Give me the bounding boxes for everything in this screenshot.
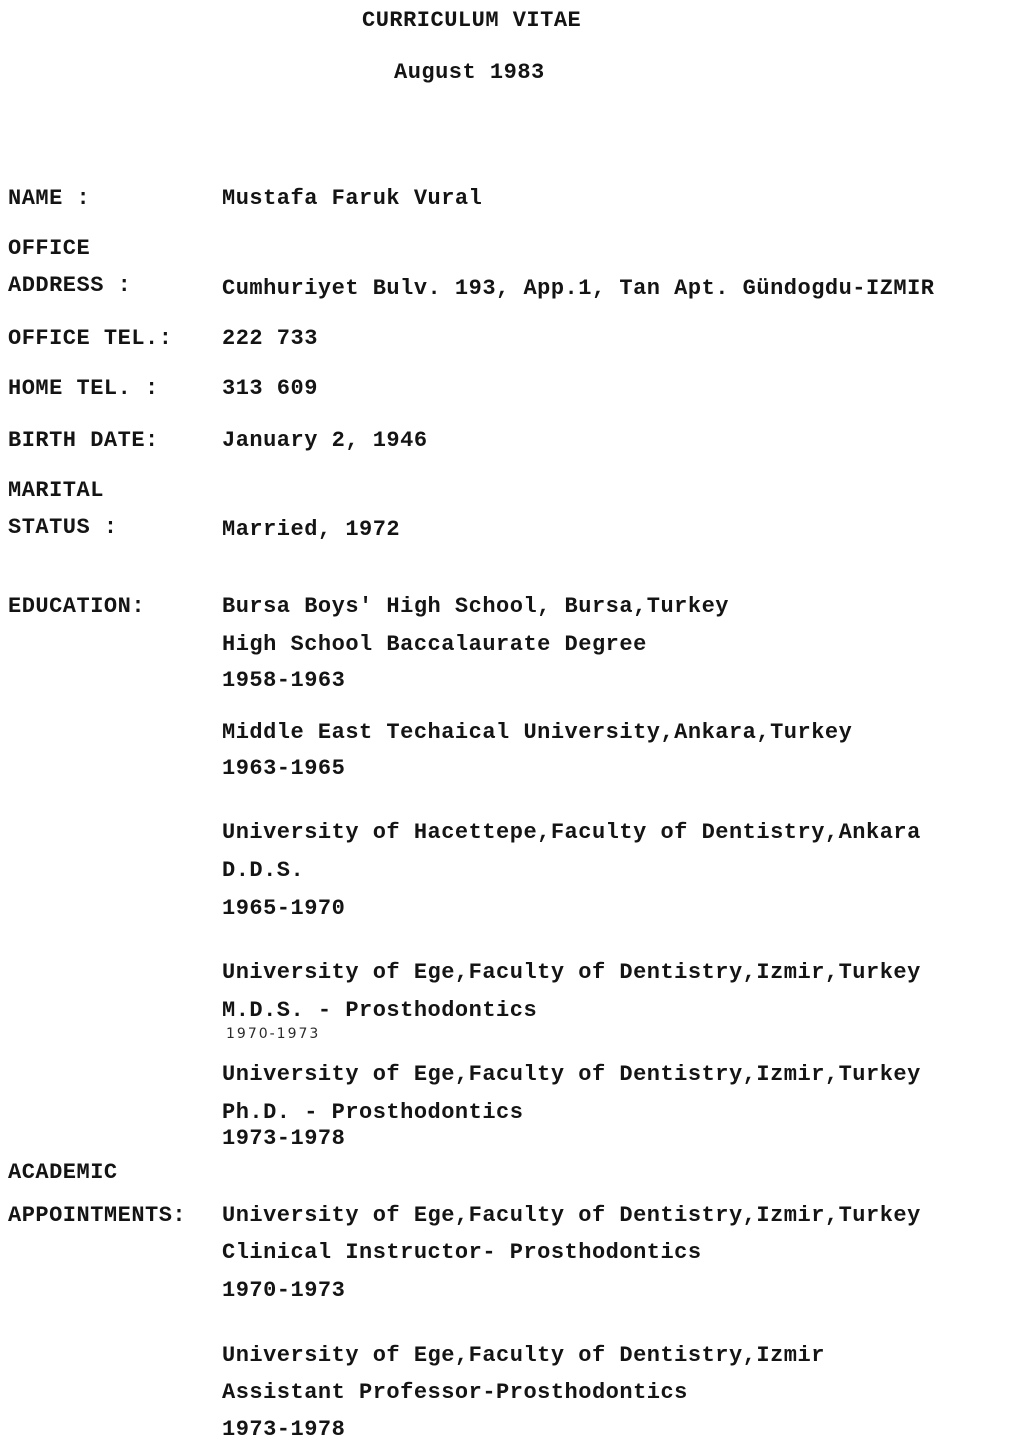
appointment-title: Clinical Instructor- Prosthodontics: [222, 1240, 702, 1265]
appointment-institution: University of Ege,Faculty of Dentistry,Izmir,Turkey: [222, 1203, 921, 1228]
education-degree: Ph.D. - Prosthodontics: [222, 1100, 524, 1125]
marital-status-label-line1: MARITAL: [8, 478, 104, 503]
name-value: Mustafa Faruk Vural: [222, 186, 483, 211]
office-address-label-line2: ADDRESS :: [8, 273, 132, 298]
education-degree: M.D.S. - Prosthodontics: [222, 998, 538, 1023]
education-years-handwritten: 1970-1973: [226, 1026, 321, 1042]
marital-status-label-line2: STATUS :: [8, 515, 118, 540]
appointments-label-line1: ACADEMIC: [8, 1160, 118, 1185]
appointments-label-line2: APPOINTMENTS:: [8, 1203, 187, 1228]
education-institution: University of Ege,Faculty of Dentistry,Izmir,Turkey: [222, 960, 921, 985]
education-institution: University of Ege,Faculty of Dentistry,Izmir,Turkey: [222, 1062, 921, 1087]
education-years: 1958-1963: [222, 668, 346, 693]
marital-status-value: Married, 1972: [222, 517, 401, 542]
document-date: August 1983: [394, 60, 545, 85]
office-tel-value: 222 733: [222, 326, 318, 351]
appointment-institution: University of Ege,Faculty of Dentistry,Izmir: [222, 1343, 825, 1368]
appointment-years: 1973-1978: [222, 1417, 346, 1442]
home-tel-label: HOME TEL. :: [8, 376, 159, 401]
office-address-value: Cumhuriyet Bulv. 193, App.1, Tan Apt. Gündogdu-IZMIR: [222, 276, 935, 301]
education-institution: University of Hacettepe,Faculty of Dentistry,Ankara: [222, 820, 921, 845]
education-degree: High School Baccalaurate Degree: [222, 632, 647, 657]
home-tel-value: 313 609: [222, 376, 318, 401]
appointment-title: Assistant Professor-Prosthodontics: [222, 1380, 688, 1405]
education-years: 1973-1978: [222, 1126, 346, 1151]
office-tel-label: OFFICE TEL.:: [8, 326, 173, 351]
education-years: 1963-1965: [222, 756, 346, 781]
education-degree: D.D.S.: [222, 858, 305, 883]
appointment-years: 1970-1973: [222, 1278, 346, 1303]
document-title: CURRICULUM VITAE: [362, 8, 582, 33]
name-label: NAME :: [8, 186, 91, 211]
education-label: EDUCATION:: [8, 594, 146, 619]
birth-date-value: January 2, 1946: [222, 428, 428, 453]
education-years: 1965-1970: [222, 896, 346, 921]
education-institution: Middle East Techaical University,Ankara,Turkey: [222, 720, 853, 745]
education-institution: Bursa Boys' High School, Bursa,Turkey: [222, 594, 729, 619]
office-address-label-line1: OFFICE: [8, 236, 91, 261]
birth-date-label: BIRTH DATE:: [8, 428, 159, 453]
